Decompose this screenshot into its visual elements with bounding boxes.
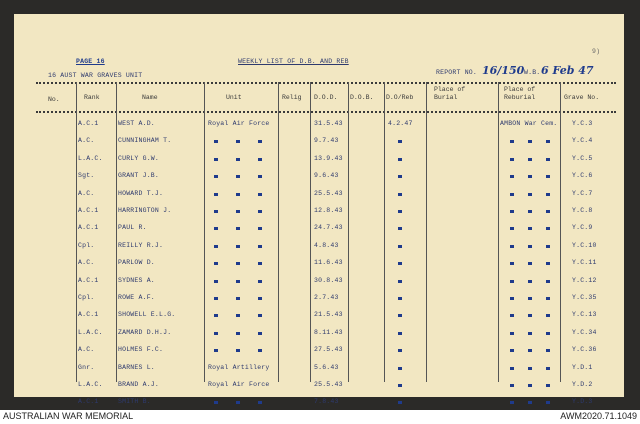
ditto-mark (236, 193, 240, 196)
ditto-mark (214, 227, 218, 230)
ditto-mark (546, 227, 550, 230)
ditto-mark (214, 193, 218, 196)
ditto-mark (546, 140, 550, 143)
column-divider (384, 82, 385, 382)
row-unit: Royal Air Force (208, 120, 270, 127)
ditto-mark (398, 158, 402, 161)
ditto-mark (510, 401, 514, 404)
ditto-mark (398, 210, 402, 213)
row-rank: L.A.C. (78, 328, 103, 336)
ditto-mark (510, 158, 514, 161)
row-name: BRAND A.J. (118, 381, 160, 388)
ditto-mark (510, 314, 514, 317)
ditto-mark (258, 314, 262, 317)
column-divider (278, 82, 279, 382)
ditto-mark (546, 280, 550, 283)
ditto-mark (398, 227, 402, 230)
row-rank: A.C. (78, 189, 95, 197)
row-date-of-death: 9.7.43 (314, 137, 339, 145)
ditto-mark (528, 314, 532, 317)
row-grave-number: Y.C.35 (572, 294, 597, 301)
row-date-of-death: 12.8.43 (314, 207, 343, 214)
row-date-of-death: 31.5.43 (314, 120, 343, 127)
ditto-mark (236, 262, 240, 265)
column-divider (116, 82, 117, 382)
ditto-mark (510, 175, 514, 178)
row-name: GRANT J.B. (118, 172, 160, 180)
ditto-mark (510, 384, 514, 387)
row-date-of-death: 5.6.43 (314, 363, 339, 371)
ditto-mark (546, 210, 550, 213)
ditto-mark (528, 349, 532, 352)
ditto-mark (528, 332, 532, 335)
ditto-mark (214, 297, 218, 300)
ditto-mark (236, 210, 240, 213)
ditto-mark (258, 158, 262, 161)
footer-accession-number: AWM2020.71.1049 (560, 411, 637, 421)
row-name: SMITH B. (118, 398, 151, 406)
ditto-mark (528, 384, 532, 387)
ditto-mark (546, 384, 550, 387)
row-rank: Cpl. (78, 241, 95, 249)
row-rank: A.C. (78, 346, 95, 354)
ditto-mark (398, 245, 402, 248)
column-divider (76, 82, 77, 382)
ditto-mark (528, 297, 532, 300)
col-header-relig: Relig (282, 94, 302, 101)
row-date-of-death: 21.5.43 (314, 311, 343, 319)
ditto-mark (510, 332, 514, 335)
ditto-mark (528, 245, 532, 248)
footer-institution: AUSTRALIAN WAR MEMORIAL (3, 411, 134, 421)
col-header-rank: Rank (84, 94, 100, 101)
ditto-mark (528, 227, 532, 230)
ditto-mark (510, 140, 514, 143)
row-name: REILLY R.J. (118, 241, 164, 249)
row-rank: A.C. (78, 259, 95, 267)
row-date-of-death: 2.7.43 (314, 294, 339, 301)
ditto-mark (546, 367, 550, 370)
row-rank: A.C.1 (78, 311, 99, 319)
row-grave-number: Y.C.12 (572, 276, 597, 284)
corner-mark: 9) (592, 48, 601, 55)
row-unit: Royal Air Force (208, 381, 270, 388)
row-date-of-death: 24.7.43 (314, 224, 343, 232)
header-rule-bottom (36, 111, 616, 113)
ditto-mark (510, 210, 514, 213)
ditto-mark (236, 158, 240, 161)
report-wb: W.B. (524, 69, 541, 76)
row-grave-number: Y.C.6 (572, 172, 593, 180)
row-rank: L.A.C. (78, 381, 103, 388)
row-grave-number: Y.C.4 (572, 137, 593, 145)
col-header-place-burial: Place of Burial (434, 86, 466, 101)
ditto-mark (510, 245, 514, 248)
ditto-mark (236, 227, 240, 230)
ditto-mark (546, 349, 550, 352)
ditto-mark (258, 140, 262, 143)
ditto-mark (510, 262, 514, 265)
row-date-of-death: 11.6.43 (314, 259, 343, 267)
ditto-mark (546, 193, 550, 196)
ditto-mark (398, 367, 402, 370)
row-name: HARRINGTON J. (118, 207, 172, 214)
ditto-mark (546, 332, 550, 335)
ditto-mark (528, 158, 532, 161)
ditto-mark (398, 140, 402, 143)
column-divider (426, 82, 427, 382)
row-date-of-death: 25.5.43 (314, 381, 343, 388)
ditto-mark (236, 332, 240, 335)
row-grave-number: Y.C.13 (572, 311, 597, 319)
ditto-mark (214, 210, 218, 213)
column-divider (348, 82, 349, 382)
row-name: HOLMES F.C. (118, 346, 164, 354)
row-grave-number: Y.C.9 (572, 224, 593, 232)
row-place-of-reburial: AMBON War Cem. (500, 120, 558, 127)
ditto-mark (398, 297, 402, 300)
ditto-mark (510, 193, 514, 196)
row-grave-number: Y.C.7 (572, 189, 593, 197)
ditto-mark (214, 262, 218, 265)
row-grave-number: Y.C.36 (572, 346, 597, 354)
row-date-of-reburial: 4.2.47 (388, 120, 413, 127)
ditto-mark (546, 245, 550, 248)
ditto-mark (398, 401, 402, 404)
ditto-mark (236, 297, 240, 300)
column-divider (204, 82, 205, 382)
row-grave-number: Y.C.10 (572, 241, 597, 249)
ditto-mark (546, 175, 550, 178)
row-rank: Cpl. (78, 294, 95, 301)
col-header-name: Name (142, 94, 158, 101)
col-header-dob: D.O.B. (350, 94, 374, 101)
ditto-mark (258, 349, 262, 352)
ditto-mark (546, 314, 550, 317)
row-name: WEST A.D. (118, 120, 155, 127)
ditto-mark (528, 175, 532, 178)
ditto-mark (398, 175, 402, 178)
col-header-dod: D.O.D. (314, 94, 338, 101)
ditto-mark (528, 401, 532, 404)
ditto-mark (546, 262, 550, 265)
page-number: PAGE 16 (76, 58, 105, 65)
row-rank: A.C.1 (78, 398, 99, 406)
row-name: BARNES L. (118, 363, 155, 371)
ditto-mark (398, 349, 402, 352)
ditto-mark (258, 227, 262, 230)
column-divider (310, 82, 311, 382)
row-name: SYDNES A. (118, 276, 155, 284)
ditto-mark (214, 140, 218, 143)
row-date-of-death: 8.11.43 (314, 328, 343, 336)
row-unit: Royal Artillery (208, 363, 270, 371)
col-header-unit: Unit (226, 94, 242, 101)
row-rank: A.C. (78, 137, 95, 145)
row-rank: Sgt. (78, 172, 95, 180)
report-date: 6 Feb 47 (541, 64, 594, 77)
row-grave-number: Y.C.8 (572, 207, 593, 214)
row-date-of-death: 27.5.43 (314, 346, 343, 354)
ditto-mark (398, 314, 402, 317)
row-grave-number: Y.D.2 (572, 381, 593, 388)
ditto-mark (214, 314, 218, 317)
ditto-mark (510, 349, 514, 352)
ditto-mark (214, 175, 218, 178)
ditto-mark (236, 245, 240, 248)
ditto-mark (236, 401, 240, 404)
ditto-mark (214, 349, 218, 352)
ditto-mark (510, 297, 514, 300)
row-rank: A.C.1 (78, 207, 99, 214)
row-name: ZAMARD D.H.J. (118, 328, 172, 336)
row-date-of-death: 7.8.43 (314, 398, 339, 406)
ditto-mark (214, 332, 218, 335)
ditto-mark (258, 175, 262, 178)
ditto-mark (398, 332, 402, 335)
list-title: WEEKLY LIST OF D.B. AND REB (238, 58, 349, 65)
ditto-mark (214, 158, 218, 161)
header-rule-top (36, 82, 616, 84)
row-date-of-death: 25.5.43 (314, 189, 343, 197)
ditto-mark (258, 193, 262, 196)
ditto-mark (258, 332, 262, 335)
ditto-mark (510, 280, 514, 283)
row-grave-number: Y.C.3 (572, 120, 593, 127)
ditto-mark (546, 297, 550, 300)
col-header-doreb: D.O/Reb (386, 94, 414, 101)
ditto-mark (398, 193, 402, 196)
ditto-mark (258, 262, 262, 265)
row-name: CUNNINGHAM T. (118, 137, 172, 145)
row-name: SHOWELL E.L.G. (118, 311, 176, 319)
row-rank: L.A.C. (78, 154, 103, 162)
ditto-mark (258, 297, 262, 300)
report-number: 16/150 (482, 64, 525, 77)
row-name: ROWE A.F. (118, 294, 155, 301)
col-header-no: No. (48, 96, 60, 103)
ditto-mark (236, 314, 240, 317)
ditto-mark (236, 349, 240, 352)
ditto-mark (398, 262, 402, 265)
ditto-mark (528, 262, 532, 265)
ditto-mark (546, 401, 550, 404)
ditto-mark (528, 367, 532, 370)
row-grave-number: Y.C.34 (572, 328, 597, 336)
row-rank: A.C.1 (78, 224, 99, 232)
ditto-mark (528, 210, 532, 213)
row-rank: Gnr. (78, 363, 95, 371)
row-date-of-death: 13.9.43 (314, 154, 343, 162)
row-name: HOWARD T.J. (118, 189, 164, 197)
row-date-of-death: 4.8.43 (314, 241, 339, 249)
ditto-mark (214, 401, 218, 404)
row-name: PARLOW D. (118, 259, 155, 267)
ditto-mark (258, 245, 262, 248)
ditto-mark (528, 193, 532, 196)
row-rank: A.C.1 (78, 120, 99, 127)
ditto-mark (510, 227, 514, 230)
ditto-mark (214, 245, 218, 248)
col-header-place-reburial: Place of Reburial (504, 86, 536, 101)
row-rank: A.C.1 (78, 276, 99, 284)
column-divider (498, 82, 499, 382)
row-name: CURLY G.W. (118, 154, 160, 162)
ditto-mark (510, 367, 514, 370)
col-header-grave: Grave No. (564, 94, 600, 101)
row-date-of-death: 30.8.43 (314, 276, 343, 284)
row-grave-number: Y.C.5 (572, 154, 593, 162)
ditto-mark (214, 280, 218, 283)
ditto-mark (258, 280, 262, 283)
row-grave-number: Y.C.11 (572, 259, 597, 267)
ditto-mark (528, 280, 532, 283)
row-grave-number: Y.D.3 (572, 398, 593, 406)
row-grave-number: Y.D.1 (572, 363, 593, 371)
unit-title: 16 AUST WAR GRAVES UNIT (48, 72, 143, 79)
document-page (14, 14, 624, 406)
row-name: PAUL R. (118, 224, 147, 232)
ditto-mark (236, 175, 240, 178)
archive-footer (0, 410, 640, 424)
ditto-mark (236, 280, 240, 283)
row-date-of-death: 9.6.43 (314, 172, 339, 180)
ditto-mark (236, 140, 240, 143)
ditto-mark (546, 158, 550, 161)
ditto-mark (258, 210, 262, 213)
column-divider (560, 82, 561, 382)
ditto-mark (258, 401, 262, 404)
ditto-mark (398, 280, 402, 283)
report-prefix: REPORT NO. (436, 69, 478, 76)
ditto-mark (528, 140, 532, 143)
ditto-mark (398, 384, 402, 387)
